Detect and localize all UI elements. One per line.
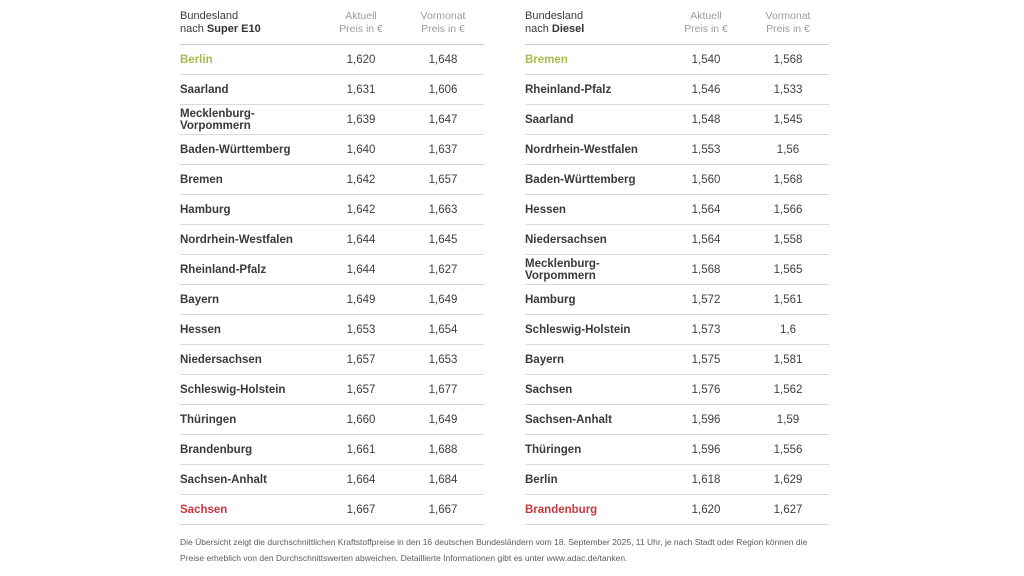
category-header-line1: Bundesland [525, 10, 584, 22]
footnote-line1: Die Übersicht zeigt die durchschnittlichen Kraftstoffpreise in den 16 deutschen Bundesländern vom 18. September 2025, 11 Uhr, je nach Stadt oder Region können die [180, 537, 808, 547]
table-row [525, 315, 829, 345]
table-row [180, 45, 484, 75]
current-price: 1,573 [665, 315, 747, 345]
state-name: Sachsen [525, 375, 665, 405]
state-name: Schleswig-Holstein [525, 315, 665, 345]
previous-price: 1,667 [402, 495, 484, 525]
current-price: 1,546 [665, 75, 747, 105]
previous-price: 1,565 [747, 255, 829, 285]
previous-price: 1,627 [747, 495, 829, 525]
state-name: Niedersachsen [180, 345, 320, 375]
table-header-row [525, 8, 829, 45]
table-row [525, 375, 829, 405]
previous-price: 1,653 [402, 345, 484, 375]
table-row [180, 165, 484, 195]
previous-price: 1,606 [402, 75, 484, 105]
state-name: Rheinland-Pfalz [525, 75, 665, 105]
current-price: 1,560 [665, 165, 747, 195]
current-price: 1,653 [320, 315, 402, 345]
table-row [525, 465, 829, 495]
current-price: 1,639 [320, 105, 402, 135]
current-price: 1,620 [320, 45, 402, 75]
previous-price: 1,568 [747, 45, 829, 75]
previous-price: 1,657 [402, 165, 484, 195]
previous-price: 1,648 [402, 45, 484, 75]
table-body [180, 45, 484, 525]
state-name: Mecklenburg-Vorpommern [525, 255, 665, 285]
current-price: 1,642 [320, 195, 402, 225]
table-row [180, 465, 484, 495]
state-name: Hamburg [525, 285, 665, 315]
current-price: 1,576 [665, 375, 747, 405]
state-name: Nordrhein-Westfalen [525, 135, 665, 165]
table-header-row [180, 8, 484, 45]
state-name: Saarland [525, 105, 665, 135]
current-price: 1,657 [320, 375, 402, 405]
column-header-previous: Vormonat Preis in € [747, 8, 829, 45]
current-price: 1,644 [320, 255, 402, 285]
state-name: Baden-Württemberg [525, 165, 665, 195]
table-row [180, 345, 484, 375]
current-price: 1,564 [665, 225, 747, 255]
current-price: 1,572 [665, 285, 747, 315]
current-price: 1,618 [665, 465, 747, 495]
table-diesel [525, 8, 829, 525]
state-name: Nordrhein-Westfalen [180, 225, 320, 255]
table-row [525, 195, 829, 225]
state-name: Hessen [180, 315, 320, 345]
previous-price: 1,645 [402, 225, 484, 255]
state-name: Bayern [180, 285, 320, 315]
state-name: Mecklenburg-Vorpommern [180, 105, 320, 135]
fuel-type-label: Diesel [551, 23, 585, 35]
current-price: 1,568 [665, 255, 747, 285]
table-row [525, 345, 829, 375]
state-name: Rheinland-Pfalz [180, 255, 320, 285]
state-name: Schleswig-Holstein [180, 375, 320, 405]
state-name: Hessen [525, 195, 665, 225]
previous-price: 1,581 [747, 345, 829, 375]
previous-price: 1,558 [747, 225, 829, 255]
current-price: 1,596 [665, 435, 747, 465]
current-price: 1,642 [320, 165, 402, 195]
table-row [525, 255, 829, 285]
previous-price: 1,561 [747, 285, 829, 315]
table-row [525, 495, 829, 525]
current-price: 1,631 [320, 75, 402, 105]
table-row [180, 495, 484, 525]
tables-container [180, 8, 829, 525]
state-name: Thüringen [525, 435, 665, 465]
table-row [525, 405, 829, 435]
previous-price: 1,629 [747, 465, 829, 495]
current-price: 1,644 [320, 225, 402, 255]
table-row [180, 105, 484, 135]
category-header-line1: Bundesland [180, 10, 239, 22]
previous-price: 1,6 [747, 315, 829, 345]
current-price: 1,640 [320, 135, 402, 165]
previous-price: 1,545 [747, 105, 829, 135]
state-name: Sachsen [180, 495, 320, 525]
content-area [180, 8, 829, 525]
table-row [180, 405, 484, 435]
state-name: Brandenburg [180, 435, 320, 465]
column-header-current: Aktuell Preis in € [320, 8, 402, 45]
previous-price: 1,566 [747, 195, 829, 225]
fuel-type-label: Super E10 [206, 23, 261, 35]
table-row [180, 255, 484, 285]
state-name: Berlin [180, 45, 320, 75]
current-price: 1,620 [665, 495, 747, 525]
column-header-current: Aktuell Preis in € [665, 8, 747, 45]
table-row [180, 375, 484, 405]
previous-price: 1,533 [747, 75, 829, 105]
category-header [525, 8, 665, 45]
table-row [525, 75, 829, 105]
column-header-previous: Vormonat Preis in € [402, 8, 484, 45]
previous-price: 1,647 [402, 105, 484, 135]
previous-price: 1,649 [402, 405, 484, 435]
previous-price: 1,56 [747, 135, 829, 165]
table-row [180, 75, 484, 105]
table-row [525, 225, 829, 255]
current-price: 1,660 [320, 405, 402, 435]
category-header [180, 8, 320, 45]
table-body [525, 45, 829, 525]
state-name: Niedersachsen [525, 225, 665, 255]
footnote-line2: Preise erheblich von den Durchschnittswerten abweichen. Detaillierte Informationen gibt es unter www.adac.de/tanken. [180, 552, 628, 563]
category-header-prefix: nach [180, 23, 207, 35]
previous-price: 1,649 [402, 285, 484, 315]
state-name: Bayern [525, 345, 665, 375]
table-row [180, 435, 484, 465]
previous-price: 1,562 [747, 375, 829, 405]
table-row [180, 135, 484, 165]
current-price: 1,596 [665, 405, 747, 435]
table-row [180, 285, 484, 315]
table-row [525, 105, 829, 135]
current-price: 1,657 [320, 345, 402, 375]
footnote [180, 535, 820, 566]
state-name: Berlin [525, 465, 665, 495]
current-price: 1,540 [665, 45, 747, 75]
current-price: 1,553 [665, 135, 747, 165]
table-row [525, 285, 829, 315]
state-name: Brandenburg [525, 495, 665, 525]
state-name: Baden-Württemberg [180, 135, 320, 165]
previous-price: 1,637 [402, 135, 484, 165]
table-row [525, 165, 829, 195]
table-row [525, 45, 829, 75]
previous-price: 1,627 [402, 255, 484, 285]
category-header-prefix: nach [525, 23, 552, 35]
state-name: Saarland [180, 75, 320, 105]
state-name: Sachsen-Anhalt [180, 465, 320, 495]
previous-price: 1,59 [747, 405, 829, 435]
current-price: 1,649 [320, 285, 402, 315]
current-price: 1,661 [320, 435, 402, 465]
state-name: Hamburg [180, 195, 320, 225]
previous-price: 1,556 [747, 435, 829, 465]
previous-price: 1,677 [402, 375, 484, 405]
table-row [525, 435, 829, 465]
table-super-e10 [180, 8, 484, 525]
previous-price: 1,684 [402, 465, 484, 495]
state-name: Bremen [525, 45, 665, 75]
state-name: Sachsen-Anhalt [525, 405, 665, 435]
table-row [180, 225, 484, 255]
current-price: 1,667 [320, 495, 402, 525]
current-price: 1,564 [665, 195, 747, 225]
table-row [180, 315, 484, 345]
previous-price: 1,688 [402, 435, 484, 465]
table-row [180, 195, 484, 225]
previous-price: 1,654 [402, 315, 484, 345]
state-name: Bremen [180, 165, 320, 195]
current-price: 1,548 [665, 105, 747, 135]
previous-price: 1,663 [402, 195, 484, 225]
state-name: Thüringen [180, 405, 320, 435]
previous-price: 1,568 [747, 165, 829, 195]
current-price: 1,575 [665, 345, 747, 375]
current-price: 1,664 [320, 465, 402, 495]
table-row [525, 135, 829, 165]
